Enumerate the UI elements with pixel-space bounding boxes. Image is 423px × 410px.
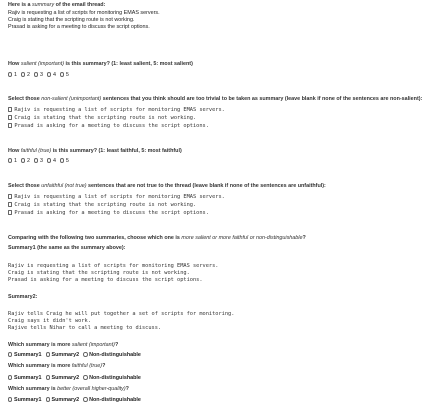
salient-rating-options	[8, 71, 73, 78]
option-label: 5	[65, 71, 69, 78]
salient-rating-option-4[interactable]	[47, 72, 56, 78]
non-salient-checkbox-item[interactable]	[8, 114, 196, 121]
radio-button[interactable]	[47, 72, 51, 76]
radio-button[interactable]	[60, 158, 64, 162]
option-label: Non-distinguishable	[89, 396, 141, 403]
unfaithful-checkbox-item[interactable]	[8, 201, 196, 208]
checkbox[interactable]	[8, 123, 12, 127]
checkbox[interactable]	[8, 115, 12, 119]
more-faithful-option-summary1[interactable]	[8, 375, 42, 381]
checkbox[interactable]	[8, 107, 12, 111]
radio-button[interactable]	[34, 72, 38, 76]
option-label: Summary2	[51, 374, 80, 381]
question-emphasis: more salient or more faithful or non-distinguishable	[181, 235, 303, 241]
question-text: Select those	[8, 183, 42, 189]
option-label: Summary2	[51, 396, 80, 403]
more-salient-option-summary2[interactable]	[46, 352, 80, 358]
checkbox[interactable]	[8, 202, 12, 206]
option-label: 3	[39, 157, 43, 164]
more-salient-option-summary1[interactable]	[8, 352, 42, 358]
summary2-line: Rajiv tells Craig he will put together a set of scripts for monitoring.	[8, 311, 235, 317]
option-label: Summary1	[13, 351, 42, 358]
salient-rating-option-1[interactable]	[8, 72, 17, 78]
question-text: is this summary? (1: least salient, 5: most salient)	[64, 61, 193, 67]
question-emphasis: salient (important)	[71, 342, 115, 348]
comparison-heading	[8, 235, 306, 242]
better-overall-options	[8, 396, 145, 403]
option-label: 3	[39, 71, 43, 78]
option-label: Non-distinguishable	[89, 351, 141, 358]
radio-button[interactable]	[46, 397, 50, 401]
option-label: Summary2	[51, 351, 80, 358]
option-label: 2	[26, 71, 30, 78]
option-label: 4	[52, 157, 56, 164]
question-text: Which summary is	[8, 386, 58, 392]
question-text: Which summary is more	[8, 363, 72, 369]
question-text: Comparing with the following two summaries, choose which one is	[8, 235, 182, 241]
more-faithful-option-summary2[interactable]	[46, 375, 80, 381]
question-emphasis: unfaithful (not true)	[41, 183, 87, 189]
question-non-salient-sentences	[8, 96, 422, 103]
better-overall-option-non-distinguishable[interactable]	[83, 397, 141, 403]
intro-summary-word: summary	[31, 2, 55, 8]
radio-button[interactable]	[60, 72, 64, 76]
non-salient-checkbox-item[interactable]	[8, 122, 209, 129]
radio-button[interactable]	[46, 352, 50, 356]
checkbox[interactable]	[8, 194, 12, 198]
question-more-salient	[8, 342, 118, 349]
salient-rating-option-2[interactable]	[21, 72, 30, 78]
more-salient-options	[8, 351, 145, 358]
question-better-overall	[8, 386, 129, 393]
summary2-line: Rajive tells Nihar to call a meeting to discuss.	[8, 325, 162, 331]
option-label: 2	[26, 157, 30, 164]
intro-summary-line: Craig is stating that the scripting route is not working.	[8, 17, 135, 23]
question-text: sentences that you think should are too trivial to be taken as summary (leave blank if none of the sentences are non-salient):	[101, 96, 423, 102]
question-emphasis: better (overall higher-quality)	[57, 386, 126, 392]
radio-button[interactable]	[8, 375, 12, 379]
faithful-rating-option-2[interactable]	[21, 158, 30, 164]
radio-button[interactable]	[8, 158, 12, 162]
radio-button[interactable]	[34, 158, 38, 162]
radio-button[interactable]	[8, 352, 12, 356]
question-text: sentences that are not true to the thread (leave blank if none of the sentences are unfaithful):	[86, 183, 326, 189]
sentence-label: Craig is stating that the scripting route is not working.	[14, 201, 197, 208]
option-label: Summary1	[13, 396, 42, 403]
question-emphasis: salient (important)	[20, 61, 65, 67]
more-faithful-options	[8, 374, 145, 381]
question-salient-rating	[8, 61, 193, 68]
radio-button[interactable]	[8, 72, 12, 76]
intro-summary-line: Prasad is asking for a meeting to discuss the script options.	[8, 24, 150, 30]
question-emphasis: faithful (true)	[71, 363, 103, 369]
option-label: 1	[13, 157, 17, 164]
intro-prefix: Here is a	[8, 2, 32, 8]
faithful-rating-options	[8, 157, 73, 164]
radio-button[interactable]	[46, 375, 50, 379]
radio-button[interactable]	[47, 158, 51, 162]
sentence-label: Prasad is asking for a meeting to discuss the script options.	[14, 122, 209, 129]
summary1-heading: Summary1 (the same as the summary above):	[8, 245, 126, 251]
unfaithful-checkbox-item[interactable]	[8, 209, 209, 216]
faithful-rating-option-4[interactable]	[47, 158, 56, 164]
better-overall-option-summary1[interactable]	[8, 397, 42, 403]
question-text: How	[8, 61, 21, 67]
checkbox[interactable]	[8, 210, 12, 214]
question-text: Which summary is more	[8, 342, 72, 348]
sentence-label: Rajiv is requesting a list of scripts for monitoring EMAS servers.	[14, 106, 225, 113]
question-text: ?	[125, 386, 129, 392]
faithful-rating-option-1[interactable]	[8, 158, 17, 164]
more-faithful-option-non-distinguishable[interactable]	[83, 375, 141, 381]
option-label: Summary1	[13, 374, 42, 381]
more-salient-option-non-distinguishable[interactable]	[83, 352, 141, 358]
unfaithful-checkbox-item[interactable]	[8, 193, 225, 200]
radio-button[interactable]	[21, 72, 25, 76]
question-emphasis: non-salient (unimportant)	[41, 96, 102, 102]
radio-button[interactable]	[83, 375, 87, 379]
intro-summary-line: Rajiv is requesting a list of scripts for monitoring EMAS servers.	[8, 10, 160, 16]
question-text: ?	[302, 235, 306, 241]
option-label: 1	[13, 71, 17, 78]
salient-rating-option-3[interactable]	[34, 72, 43, 78]
non-salient-checkbox-item[interactable]	[8, 106, 225, 113]
question-text: Select those	[8, 96, 42, 102]
question-text: ?	[102, 363, 106, 369]
sentence-label: Rajiv is requesting a list of scripts for monitoring EMAS servers.	[14, 193, 225, 200]
radio-button[interactable]	[21, 158, 25, 162]
faithful-rating-option-3[interactable]	[34, 158, 43, 164]
question-text: is this summary? (1: least faithful, 5: most faithful)	[51, 148, 182, 154]
question-faithful-rating	[8, 148, 182, 155]
sentence-label: Craig is stating that the scripting route is not working.	[14, 114, 197, 121]
option-label: 4	[52, 71, 56, 78]
question-text: ?	[114, 342, 119, 348]
summary1-line: Craig is stating that the scripting route is not working.	[8, 270, 190, 276]
radio-button[interactable]	[8, 397, 12, 401]
option-label: Non-distinguishable	[89, 374, 141, 381]
intro-suffix: of the email thread:	[54, 2, 106, 8]
summary2-heading: Summary2:	[8, 294, 38, 300]
summary1-line: Rajiv is requesting a list of scripts for monitoring EMAS servers.	[8, 263, 219, 269]
question-text: How	[8, 148, 21, 154]
summary2-line: Craig says it didn't work.	[8, 318, 91, 324]
question-emphasis: faithful (true)	[20, 148, 52, 154]
sentence-label: Prasad is asking for a meeting to discuss the script options.	[14, 209, 209, 216]
radio-button[interactable]	[83, 352, 87, 356]
question-unfaithful-sentences	[8, 183, 326, 190]
intro-heading	[8, 2, 105, 9]
better-overall-option-summary2[interactable]	[46, 397, 80, 403]
radio-button[interactable]	[83, 397, 87, 401]
question-more-faithful	[8, 363, 105, 370]
faithful-rating-option-5[interactable]	[60, 158, 69, 164]
option-label: 5	[65, 157, 69, 164]
summary1-line: Prasad is asking for a meeting to discuss the script options.	[8, 277, 203, 283]
salient-rating-option-5[interactable]	[60, 72, 69, 78]
